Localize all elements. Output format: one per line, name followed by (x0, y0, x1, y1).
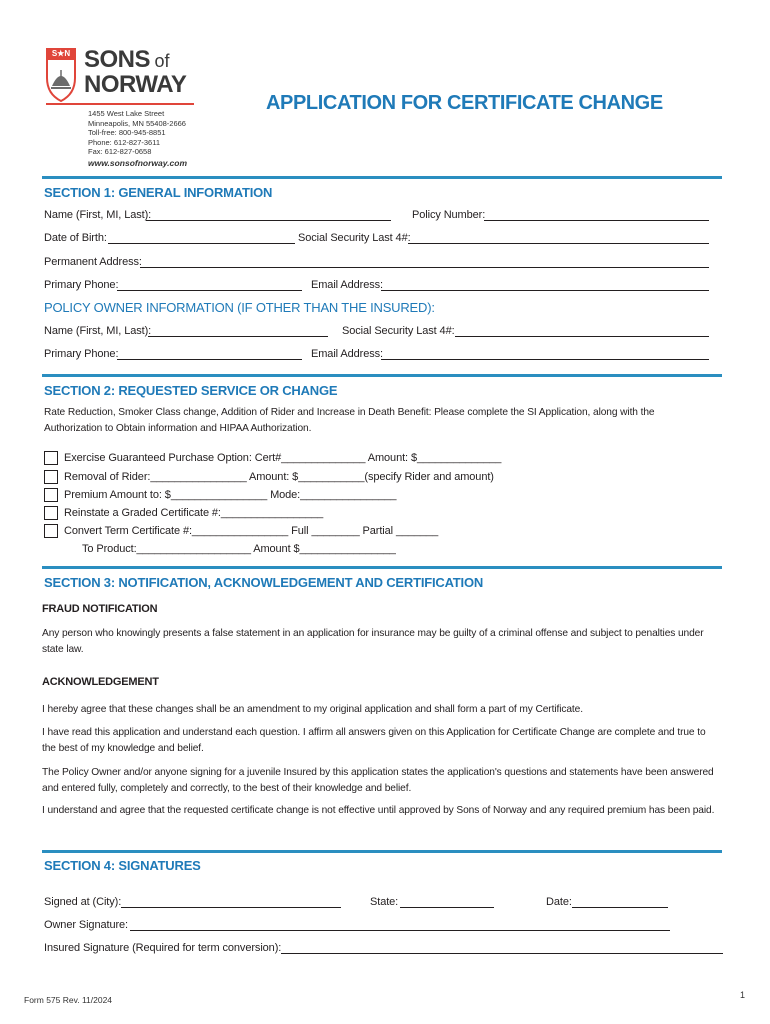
website-link[interactable]: www.sonsofnorway.com (88, 157, 188, 168)
option-checkbox-remove-rider[interactable] (44, 470, 58, 484)
section4-rule (42, 850, 722, 853)
section1-title: SECTION 1: GENERAL INFORMATION (44, 185, 273, 200)
name-label: Name (First, MI, Last): (44, 209, 152, 221)
option-label-premium: Premium Amount to: $________________ Mode:________________ (64, 489, 397, 501)
dob-field[interactable] (108, 243, 295, 244)
option-checkbox-convert[interactable] (44, 524, 58, 538)
section4-title: SECTION 4: SIGNATURES (44, 858, 201, 873)
owner-name-field[interactable] (148, 336, 328, 337)
state-field[interactable] (400, 907, 494, 908)
policy-number-field[interactable] (484, 220, 709, 221)
email-field[interactable] (381, 290, 709, 291)
dob-label: Date of Birth: (44, 232, 107, 244)
insured-signature-field[interactable] (281, 953, 723, 954)
phone-line: Phone: 612-827-3611 (88, 137, 161, 147)
section2-title: SECTION 2: REQUESTED SERVICE OR CHANGE (44, 383, 338, 398)
phone-label: Primary Phone: (44, 279, 119, 291)
owner-ssn-field[interactable] (455, 336, 709, 337)
option-checkbox-reinstate[interactable] (44, 506, 58, 520)
option-label-purchase: Exercise Guaranteed Purchase Option: Cert#______________ Amount: $______________ (64, 452, 502, 464)
brand-name-line2: NORWAY (84, 71, 187, 98)
form-number: Form 575 Rev. 11/2024 (24, 995, 113, 1005)
owner-name-label: Name (First, MI, Last): (44, 325, 152, 337)
fraud-heading: FRAUD NOTIFICATION (42, 603, 158, 615)
logo-shield-icon (46, 48, 76, 102)
section3-rule (42, 566, 722, 569)
logo-badge-text: S★N (51, 49, 71, 58)
owner-info-title: POLICY OWNER INFORMATION (IF OTHER THAN THE INSURED): (44, 300, 435, 315)
fraud-text: Any person who knowingly presents a false statement in an application for insurance may be guilty of a criminal offense and subject to penalties under state law. (42, 628, 704, 655)
address-label: Permanent Address: (44, 256, 142, 268)
ssn-label: Social Security Last 4#: (298, 232, 411, 244)
to-product-line: To Product:___________________ Amount $________________ (82, 543, 396, 555)
owner-ssn-label: Social Security Last 4#: (342, 325, 455, 337)
option-label-convert: Convert Term Certificate #:________________ Full ________ Partial _______ (64, 525, 439, 537)
owner-email-field[interactable] (381, 359, 709, 360)
section1-rule (42, 176, 722, 179)
state-label: State: (370, 896, 399, 908)
email-label: Email Address: (311, 279, 383, 291)
date-label: Date: (546, 896, 572, 908)
ack-paragraph-1: I hereby agree that these changes shall be an amendment to my original application and shall form a part of my Certificate. (42, 704, 583, 715)
page-number: 1 (740, 990, 746, 1000)
option-label-remove-rider: Removal of Rider:________________ Amount: $___________(specify Rider and amount) (64, 471, 494, 483)
owner-phone-label: Primary Phone: (44, 348, 119, 360)
address-field[interactable] (140, 267, 709, 268)
ack-paragraph-4: I understand and agree that the requested certificate change is not effective until approved by Sons of Norway and any required premium has been paid. (42, 805, 715, 816)
page-title: APPLICATION FOR CERTIFICATE CHANGE (266, 92, 663, 114)
insured-signature-label: Insured Signature (Required for term conversion): (44, 942, 282, 954)
option-checkbox-premium[interactable] (44, 488, 58, 502)
policy-number-label: Policy Number: (412, 209, 486, 221)
option-label-reinstate: Reinstate a Graded Certificate #:_________________ (64, 507, 324, 519)
name-field[interactable] (146, 220, 391, 221)
owner-email-label: Email Address: (311, 348, 383, 360)
phone-field[interactable] (117, 290, 302, 291)
brand-name-of: of (154, 51, 170, 71)
ack-paragraph-3: The Policy Owner and/or anyone signing for a juvenile Insured by this application states the application's questions and statements have been answered and entered fully, completely and correctly, to the best of their knowledge and belief. (42, 767, 714, 794)
ssn-field[interactable] (408, 243, 709, 244)
ack-heading: ACKNOWLEDGEMENT (42, 676, 159, 688)
logo (44, 48, 194, 104)
tollfree-line: Toll-free: 800-945-8851 (88, 128, 166, 138)
option-checkbox-purchase[interactable] (44, 451, 58, 465)
section3-title: SECTION 3: NOTIFICATION, ACKNOWLEDGEMENT AND CERTIFICATION (44, 575, 484, 590)
signed-at-field[interactable] (121, 907, 341, 908)
owner-signature-field[interactable] (130, 930, 670, 931)
ack-paragraph-2: I have read this application and understand each question. I affirm all answers given on this Application for Certificate Change are complete and true to the best of my knowledge and belief. (42, 727, 706, 754)
logo-divider (46, 103, 194, 105)
brand-name-line1: SONS (84, 46, 151, 73)
address-line: 1455 West Lake Street (88, 109, 165, 118)
section2-rule (42, 374, 722, 377)
section2-intro: Rate Reduction, Smoker Class change, Addition of Rider and Increase in Death Benefit: Please complete the SI Application, along with the Authorization to Obtain information and HIPAA Authorization. (44, 407, 655, 434)
fax-line: Fax: 612-827-0658 (88, 147, 152, 157)
signed-at-label: Signed at (City): (44, 896, 122, 908)
date-field[interactable] (572, 907, 668, 908)
owner-phone-field[interactable] (117, 359, 302, 360)
city-line: Minneapolis, MN 55408-2666 (88, 118, 186, 128)
owner-signature-label: Owner Signature: (44, 919, 128, 931)
contact-block (88, 109, 187, 169)
